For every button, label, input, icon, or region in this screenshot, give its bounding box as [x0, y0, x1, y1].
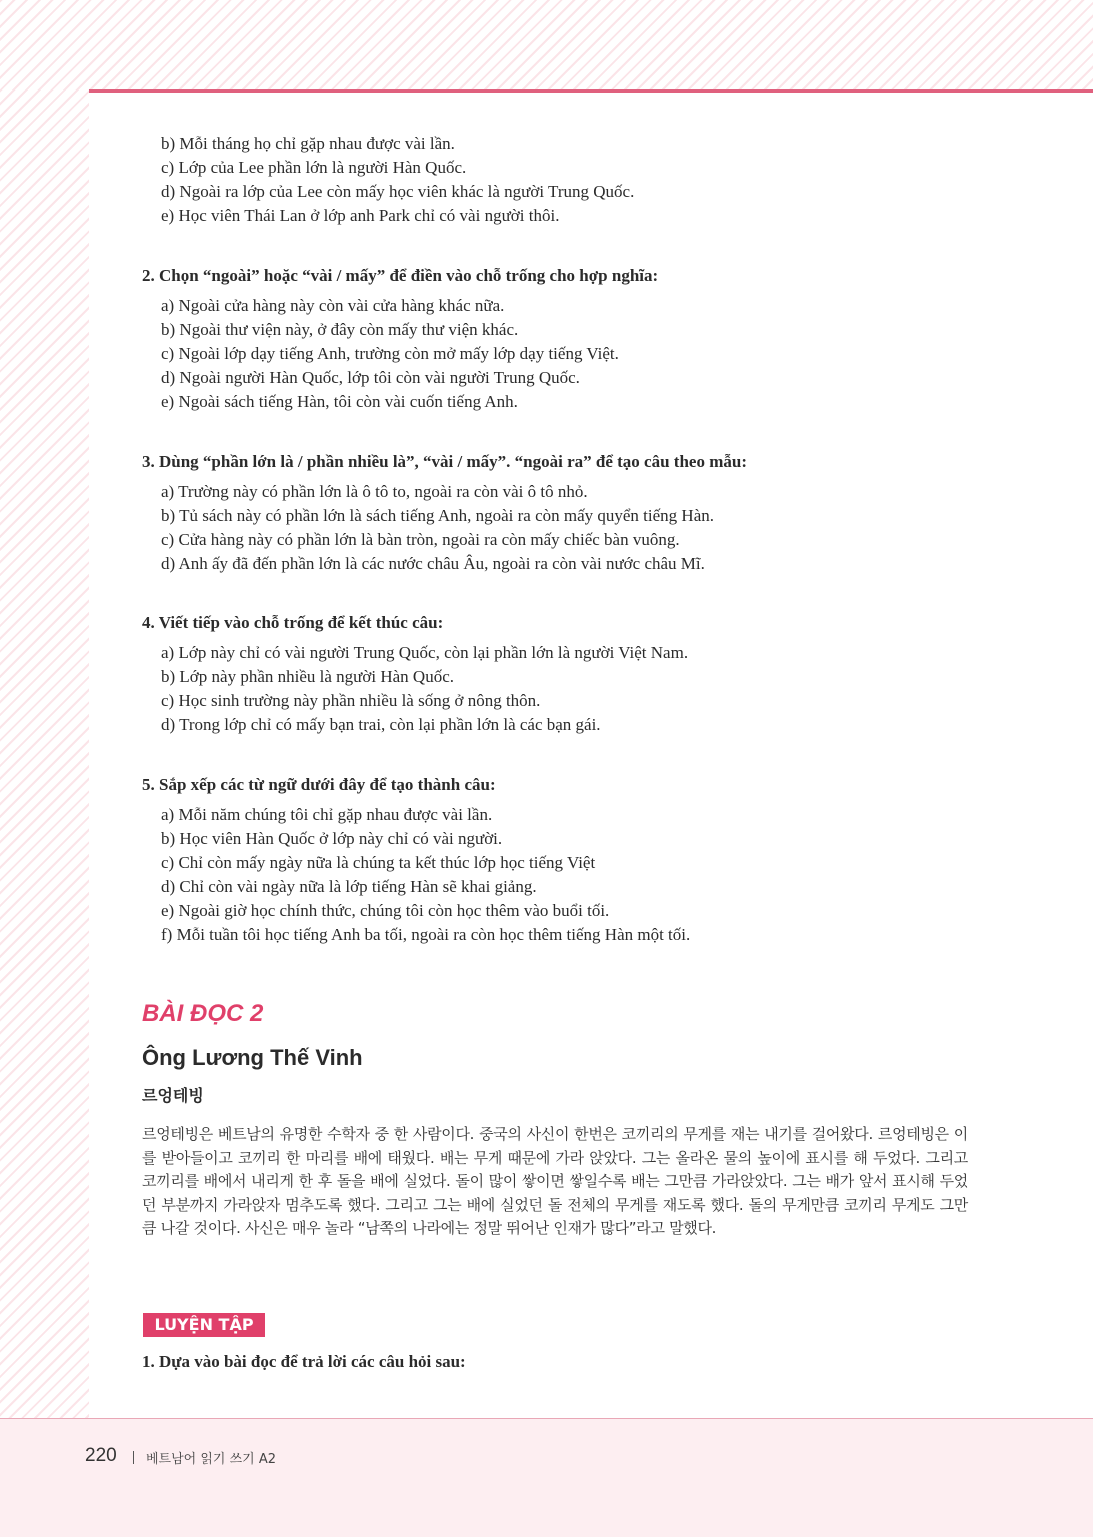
practice-question-1: 1. Dựa vào bài đọc để trả lời các câu hỏi sau:: [142, 1352, 466, 1371]
list-item: e) Học viên Thái Lan ở lớp anh Park chỉ có vài người thôi.: [161, 206, 560, 225]
header-rule: [89, 89, 1093, 93]
list-item: a) Lớp này chỉ có vài người Trung Quốc, còn lại phần lớn là người Việt Nam.: [161, 643, 689, 662]
list-item: b) Mỗi tháng họ chỉ gặp nhau được vài lần.: [161, 134, 455, 153]
list-item: c) Ngoài lớp dạy tiếng Anh, trường còn mở mấy lớp dạy tiếng Việt.: [161, 344, 619, 363]
list-item: c) Cửa hàng này có phần lớn là bàn tròn, ngoài ra còn mấy chiếc bàn vuông.: [161, 530, 680, 549]
footer-band: [0, 1418, 1093, 1537]
list-item: d) Chỉ còn vài ngày nữa là lớp tiếng Hàn sẽ khai giảng.: [161, 877, 537, 896]
list-item: c) Chỉ còn mấy ngày nữa là chúng ta kết thúc lớp học tiếng Việt: [161, 853, 596, 872]
list-item: e) Ngoài sách tiếng Hàn, tôi còn vài cuốn tiếng Anh.: [161, 392, 518, 411]
list-item: d) Ngoài người Hàn Quốc, lớp tôi còn vài người Trung Quốc.: [161, 368, 580, 387]
reading-section-title: BÀI ĐỌC 2: [142, 1000, 264, 1027]
list-item: d) Ngoài ra lớp của Lee còn mấy học viên khác là người Trung Quốc.: [161, 182, 635, 201]
reading-paragraph: 르엉테빙은 베트남의 유명한 수학자 중 한 사람이다. 중국의 사신이 한번은 코끼리의 무게를 재는 내기를 걸어왔다. 르엉테빙은 이를 받아들이고 코끼리 한 마리를 배에 태웠다. 배는 무게 때문에 가라 앉았다. 그는 올라온 물의 높이에 표시를 해 두었다. 그리고 코끼리를 배에서 내리게 한 후 돌을 배에 실었다. 돌이 많이 쌓이면 쌓일수록 배는 그만큼 가라앉았다. 그는 배가 앞서 표시해 두었던 부분까지 가라앉자 멈추도록 했다. 그리고 그는 배에 실었던 돌 전체의 무게를 재도록 했다. 돌의 무게만큼 코끼리 무게도 그만큼 나갈 것이다. 사신은 매우 놀라 “남쪽의 나라에는 정말 뛰어난 인재가 많다”라고 말했다.: [142, 1125, 968, 1237]
list-item: c) Lớp của Lee phần lớn là người Hàn Quốc.: [161, 158, 467, 177]
practice-badge: LUYỆN TẬP: [143, 1313, 265, 1337]
list-item: a) Trường này có phần lớn là ô tô to, ngoài ra còn vài ô tô nhỏ.: [161, 482, 588, 501]
exercise-heading-3: 3. Dùng “phần lớn là / phần nhiều là”, “vài / mấy”. “ngoài ra” để tạo câu theo mẫu:: [142, 452, 747, 471]
list-item: e) Ngoài giờ học chính thức, chúng tôi còn học thêm vào buổi tối.: [161, 901, 610, 920]
exercise-heading-5: 5. Sắp xếp các từ ngữ dưới đây để tạo thành câu:: [142, 775, 496, 794]
decorative-stripe-left: [0, 90, 89, 1420]
reading-title: Ông Lương Thế Vinh: [142, 1045, 363, 1070]
list-item: c) Học sinh trường này phần nhiều là sống ở nông thôn.: [161, 691, 541, 710]
list-item: a) Mỗi năm chúng tôi chỉ gặp nhau được vài lần.: [161, 805, 493, 824]
list-item: d) Anh ấy đã đến phần lớn là các nước châu Âu, ngoài ra còn vài nước châu Mĩ.: [161, 554, 705, 573]
exercise-heading-2: 2. Chọn “ngoài” hoặc “vài / mấy” để điền vào chỗ trống cho hợp nghĩa:: [142, 266, 659, 285]
exercise-heading-4: 4. Viết tiếp vào chỗ trống để kết thúc câu:: [142, 613, 444, 632]
footer-separator: [133, 1451, 134, 1464]
list-item: b) Ngoài thư viện này, ở đây còn mấy thư viện khác.: [161, 320, 519, 339]
list-item: b) Tủ sách này có phần lớn là sách tiếng Anh, ngoài ra còn mấy quyển tiếng Hàn.: [161, 506, 714, 525]
list-item: d) Trong lớp chỉ có mấy bạn trai, còn lại phần lớn là các bạn gái.: [161, 715, 601, 734]
decorative-stripe-top: [0, 0, 1093, 90]
list-item: a) Ngoài cửa hàng này còn vài cửa hàng khác nữa.: [161, 296, 505, 315]
page-number: 220: [85, 1445, 117, 1466]
reading-subtitle: 르엉테빙: [142, 1086, 204, 1105]
list-item: f) Mỗi tuần tôi học tiếng Anh ba tối, ngoài ra còn học thêm tiếng Hàn một tối.: [161, 925, 691, 944]
list-item: b) Học viên Hàn Quốc ở lớp này chỉ có vài người.: [161, 829, 503, 848]
list-item: b) Lớp này phần nhiều là người Hàn Quốc.: [161, 667, 454, 686]
book-title: 베트남어 읽기 쓰기 A2: [146, 1452, 277, 1467]
